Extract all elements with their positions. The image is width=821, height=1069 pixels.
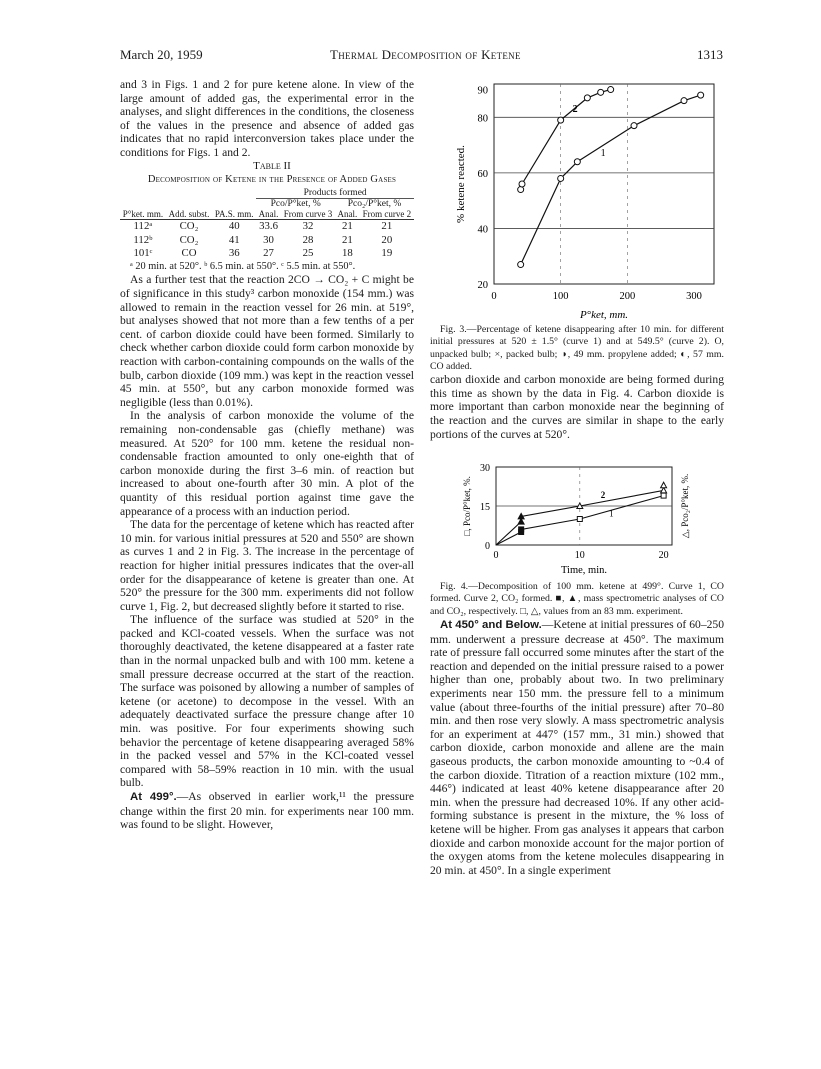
paragraph: carbon dioxide and carbon monoxide are being formed during this time as shown by the data in Fig. 4. Carbon dioxide is more important than carbon monoxide near the beginning of the reaction and the curves are similar in shape to the early portions of the curves at 520°.	[430, 373, 724, 441]
data-point	[661, 482, 667, 488]
data-point	[519, 527, 524, 532]
table-row	[120, 247, 414, 261]
figure-3-caption: Fig. 3.—Percentage of ketene disappearing after 10 min. for different initial pressures at 520 ± 1.5° (curve 1) and at 549.5° (curve 2). O, unpacked bulb; ×, packed bulb; ◑, 49 mm. propylene added; ◐, 57 mm. CO added.	[430, 324, 724, 372]
table-cell: CO₂	[179, 233, 199, 246]
figure-4-chart	[430, 459, 724, 581]
table-cell: 19	[381, 247, 393, 260]
table-cell: 40	[212, 220, 256, 234]
table-group-co2: Pco₂/P°ket, %	[347, 199, 402, 210]
table-row	[120, 234, 414, 248]
y-axis-label: % ketene reacted.	[455, 145, 467, 223]
y-axis-label-left: □, Pco/P°ket, %.	[462, 476, 472, 537]
y-tick-label: 80	[477, 113, 488, 125]
table-header-cell: P°ket. mm.	[122, 209, 164, 220]
table-cell: 33.6	[256, 220, 281, 234]
data-point	[661, 493, 666, 498]
table-subtitle: Decomposition of Ketene in the Presence of Added Gases	[147, 174, 397, 186]
data-point	[661, 488, 667, 494]
x-axis-label: P°ket, mm.	[579, 309, 629, 321]
table-title: Table II	[253, 159, 291, 172]
table-cell: 28	[302, 233, 314, 246]
y-tick-label: 15	[480, 502, 490, 514]
x-axis-label: Time, min.	[561, 565, 607, 577]
table-cell: 21	[360, 220, 414, 234]
paragraph-text: —As observed in earlier work,¹¹ the pressure change within the first 20 min. for experiments near 100 mm. was found to be slight. However,	[120, 790, 414, 832]
right-column	[430, 78, 724, 877]
table-cell: 112ᵇ	[133, 233, 153, 246]
table-header-cell: Add. subst.	[168, 209, 210, 220]
running-date: March 20, 1959	[120, 47, 203, 62]
table-cell: 27	[263, 247, 274, 260]
data-point	[558, 117, 564, 123]
table-cell: 21	[335, 220, 360, 234]
data-point	[518, 262, 524, 268]
table-group-label: Products formed	[256, 188, 414, 199]
left-column	[120, 78, 414, 832]
paragraph: The influence of the surface was studied at 520° in the packed and KCl-coated vessels. When the surface was not thoroughly deactivated, the ketene disappeared at a faster rate than in the normal unpacked bulb and with 100 mm. ketene a small pressure decrease occurred at the start of the reaction. The surface was poisoned by allowing a number of samples of ketene (or acetone) to decompose in the vessel. With an adequately deactivated surface the pressure change after 10 min. was positive. For four experiments showing such behavior the percentage of ketene disappearing averaged 58% in the packed vessel and 57% in the KCl-coated vessel compared with 58–59% reaction in 10 min. with the usual bulb.	[120, 613, 414, 790]
run-in-heading: At 499°.	[130, 791, 177, 803]
table-cell: 101ᶜ	[133, 247, 153, 260]
table-cell: 36	[228, 247, 240, 260]
table-row	[120, 220, 414, 234]
data-point	[577, 517, 582, 522]
data-point	[698, 92, 704, 98]
data-point	[574, 159, 580, 165]
table-cell: 30	[263, 233, 274, 246]
figure-3-chart	[430, 78, 724, 324]
data-point	[598, 89, 604, 95]
y-tick-label: 60	[477, 168, 488, 180]
data-point	[519, 181, 525, 187]
table-group-co: Pco/P°ket, %	[270, 199, 321, 210]
curve-label: 2	[572, 103, 578, 115]
x-tick-label: 200	[619, 291, 636, 302]
table-cell: CO₂	[166, 220, 212, 234]
table-cell: 18	[341, 247, 353, 260]
table-footnotes: ᵃ 20 min. at 520°. ᵇ 6.5 min. at 550°. ᶜ 5.5 min. at 550°.	[130, 260, 356, 272]
table-header-cell: PA.S. mm.	[214, 209, 254, 220]
table-header-cell: From curve 2	[362, 209, 412, 220]
curve-label: 2	[600, 490, 606, 501]
y-tick-label: 90	[477, 85, 488, 97]
paragraph-text: —Ketene at initial pressures of 60–250 mm. underwent a pressure decrease at 450°. The maximum rate of pressure fall occurred some minutes after the start of the reaction and depended on the initial pressure raised to a power higher than one, probably about two. In two preliminary experiments near 150 mm. the pressure fell to a minimum value (about three-fourths of the initial pressure) after 70–80 min. and then rose very slowly. A mass spectrometric analysis for an experiment at 447° (157 mm., 31 min.) showed that carbon dioxide, carbon monoxide and allene are the main gaseous products, the carbon monoxide amounting to ~0.4 of the carbon dioxide. Titration of a reaction mixture (102 mm., 446°) indicated at least 40% ketene disappearance after 20 min. when the pressure had decreased 10%. If any other acid-forming substance is present in the mixture, the % loss of ketene will be higher. From gas analyses it appears that carbon dioxide and carbon monoxide account for the major portion of the oxygen atoms from the ketene molecules disappearing in 20 min. at 450°. In a single experiment	[430, 618, 725, 877]
paragraph: In the analysis of carbon monoxide the volume of the remaining non-condensable gas (chiefly methane) was measured. At 520° for 100 mm. ketene the residual non-condensable fraction amounted to only one-eighth that of carbon monoxide during the first 3–6 min. of reaction but increased to about one-fourth after 30 min. A plot of the quantity of this residual portion against time gave the appearance of a process with an induction period.	[120, 409, 414, 518]
table-cell: CO	[181, 247, 197, 260]
paragraph: and 3 in Figs. 1 and 2 for pure ketene alone. In view of the large amount of added gas, the experimental error in the analyses, and slight differences in the conditions, the closeness of the values in the presence and absence of added gas indicates that no rapid interconversion takes place under the conditions for Figs. 1 and 2.	[120, 78, 414, 159]
x-tick-label: 100	[552, 291, 569, 302]
paragraph	[120, 790, 414, 832]
paragraph: As a further test that the reaction 2CO → CO₂ + C might be of significance in this study³ carbon monoxide (154 mm.) was allowed to remain in the reaction vessel for 26 min. at 519°, but analyses showed that not more than a few tenths of a per cent. of carbon dioxide could have been formed. Similarly to check whether carbon dioxide could form carbon monoxide by reaction with carbon-containing compounds on the walls of the bulb, carbon dioxide (109 mm.) was kept in the reaction vessel 45 min. at 550°, but any carbon monoxide formed was negligible (less than 0.01%).	[120, 273, 414, 409]
curve-label: 1	[600, 148, 606, 160]
x-tick-label: 10	[574, 550, 585, 562]
data-point	[681, 98, 687, 104]
data-point	[518, 187, 524, 193]
x-tick-label: 300	[686, 291, 702, 302]
y-axis-label-right: △, Pco₂/P°ket, %.	[680, 473, 690, 539]
figure-4-caption: Fig. 4.—Decomposition of 100 mm. ketene at 499°. Curve 1, CO formed. Curve 2, CO₂ formed. ■, ▲, mass spectrometric analyses of CO and CO₂, respectively. □, △, values from an 83 mm. experiment.	[430, 581, 724, 617]
curve-label: 1	[609, 508, 614, 519]
paragraph	[430, 618, 724, 877]
plot-frame	[494, 84, 714, 284]
table-cell: 112ᵃ	[120, 220, 166, 234]
y-tick-label: 30	[480, 463, 490, 475]
curve-2	[521, 90, 611, 190]
table-header-cell: Anal.	[337, 209, 358, 220]
table-cell: 32	[281, 220, 335, 234]
x-tick-label: 0	[493, 550, 499, 562]
run-in-heading: At 450° and Below.	[440, 619, 542, 632]
data-point	[518, 519, 524, 525]
x-tick-label: 0	[491, 291, 497, 302]
table-header-cell: From curve 3	[283, 209, 333, 220]
data-point	[631, 123, 637, 129]
y-tick-label: 0	[485, 541, 490, 553]
table-cell: 20	[381, 233, 393, 246]
x-tick-label: 20	[658, 550, 669, 562]
paragraph: The data for the percentage of ketene which has reacted after 10 min. for various initial pressures at 520 and 550° are shown as curves 1 and 2 in Fig. 3. The increase in the percentage of reaction for higher initial pressures indicates that the over-all order for the disappearance of ketene is greater than one. At 520° the pressure for the 300 mm. experiments did not follow curve 1, Fig. 2, but decreased slightly before it started to rise.	[120, 518, 414, 613]
y-tick-label: 20	[477, 280, 488, 291]
data-point	[558, 175, 564, 181]
table-cell: 21	[341, 233, 353, 246]
table-cell: 25	[302, 247, 314, 260]
table-cell: 41	[228, 233, 240, 246]
running-title: Thermal Decomposition of Ketene	[330, 47, 521, 62]
curve-1	[521, 95, 701, 264]
y-tick-label: 40	[477, 224, 488, 236]
data-point	[584, 95, 590, 101]
data-table	[120, 188, 414, 261]
table-header-cell: Anal.	[258, 209, 279, 220]
data-point	[608, 87, 614, 93]
page-number: 1313	[697, 47, 723, 62]
